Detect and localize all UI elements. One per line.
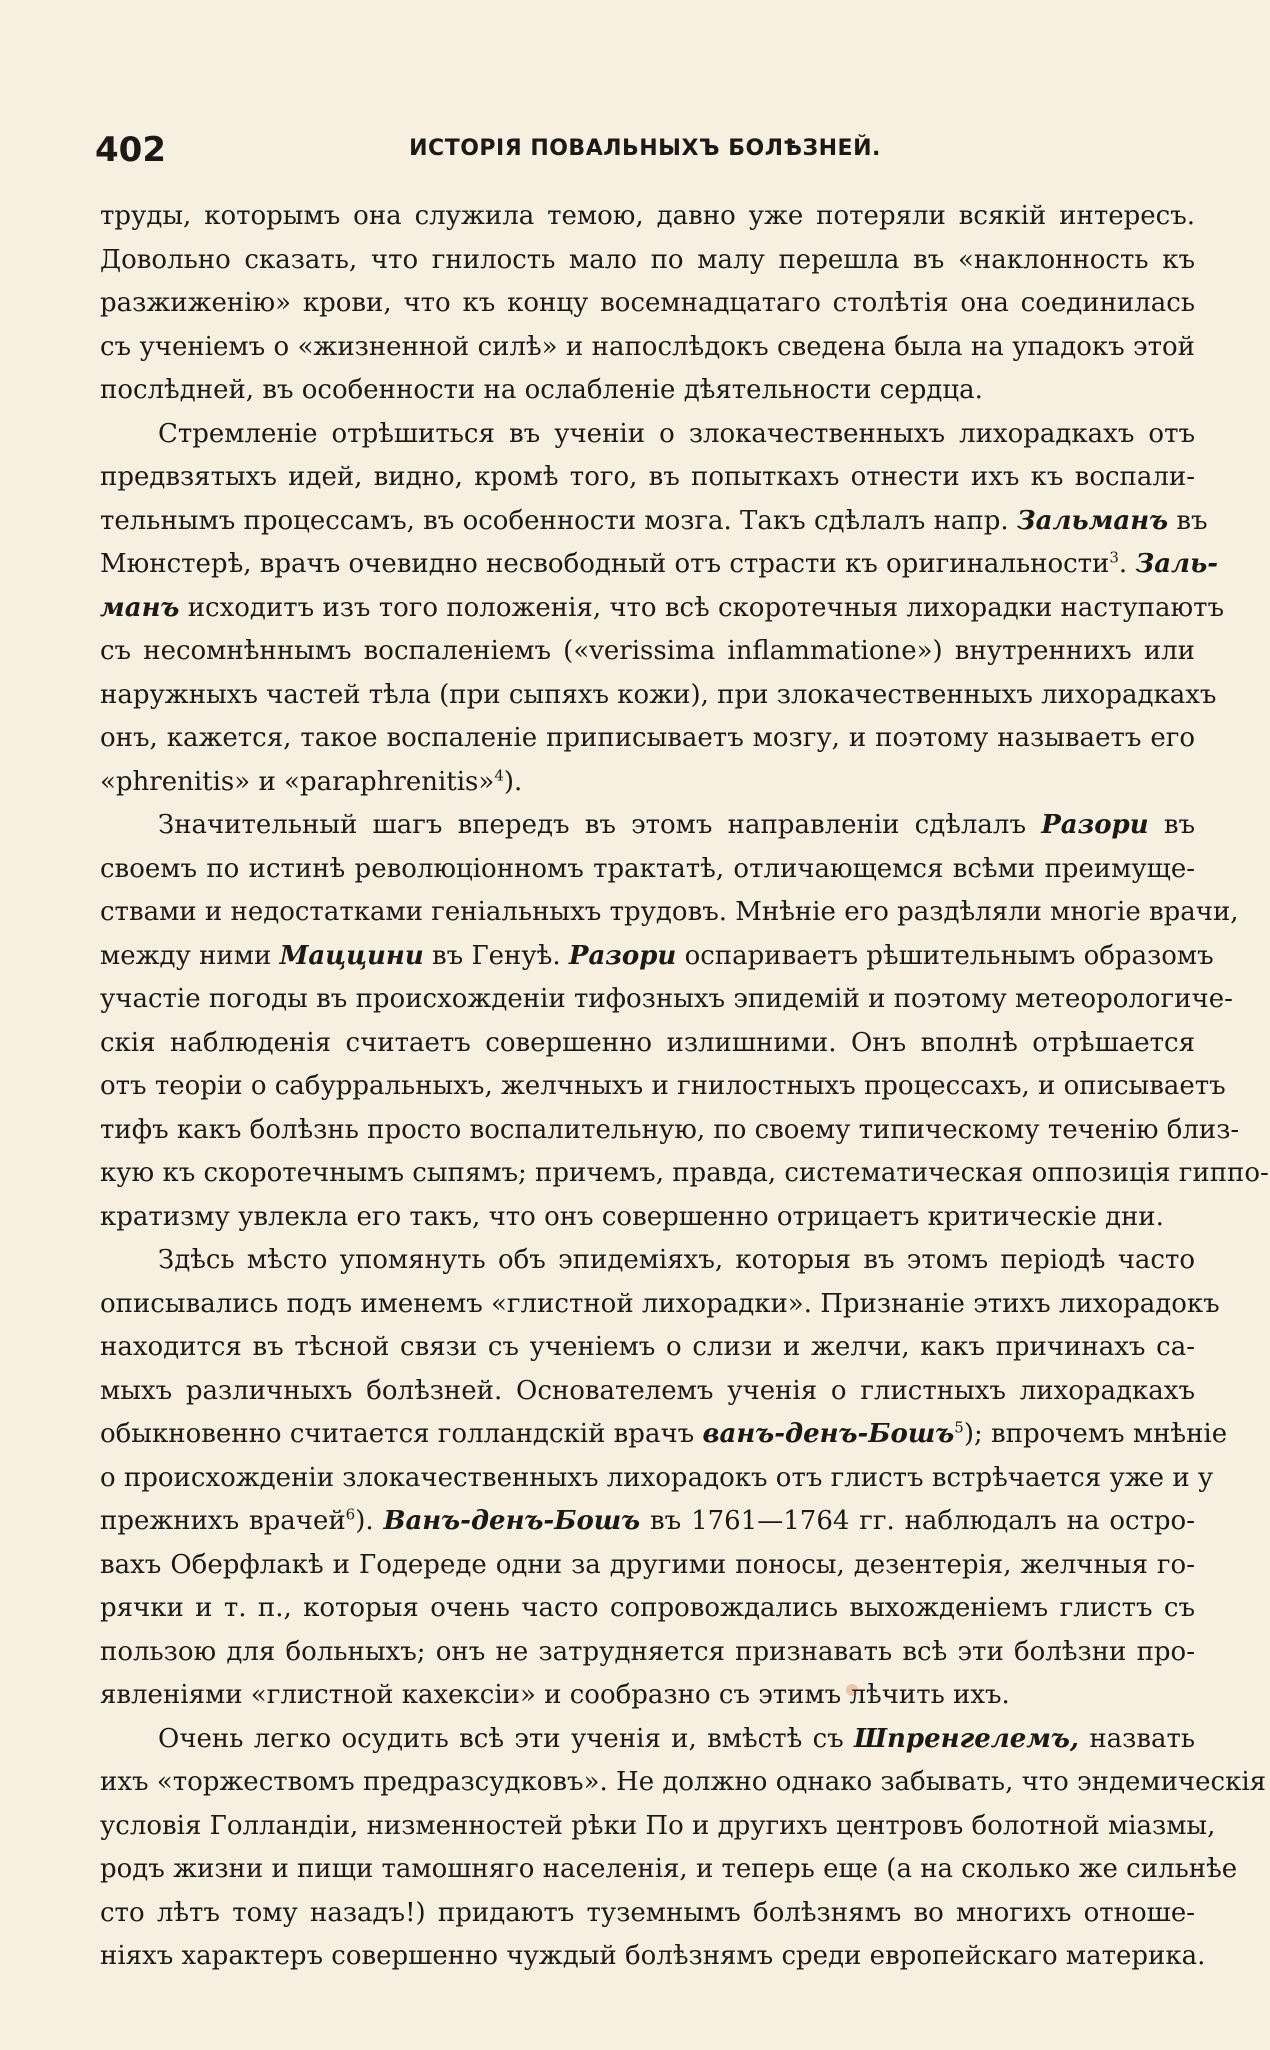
line-text: мыхъ различныхъ болѣзней. Основателемъ ученія о глистныхъ лихорадкахъ: [100, 1375, 1195, 1406]
footnote-ref: 4: [494, 765, 504, 784]
footnote-ref: 5: [954, 1418, 964, 1437]
text-line: [100, 326, 1195, 370]
line-text: прежнихъ врачей: [100, 1506, 346, 1536]
page-number: 402: [95, 130, 166, 170]
line-text: тельнымъ процессамъ, въ особенности мозга. Такъ сдѣлалъ напр.: [100, 505, 1009, 536]
footnote-ref: 3: [1109, 548, 1119, 567]
line-text: родъ жизни и пищи тамошняго населенія, и теперь еще (а на сколько же сильнѣе: [100, 1854, 1238, 1884]
line-text: .: [1118, 549, 1128, 579]
line-text: обыкновенно считается голландскій врачъ: [100, 1419, 695, 1449]
line-text: труды, которымъ она служила темою, давно уже потеряли всякій интересъ.: [100, 201, 1195, 231]
text-line: [100, 369, 1195, 413]
line-text: ).: [355, 1506, 374, 1536]
text-line: [100, 1935, 1206, 1979]
line-text: скія наблюденія считаетъ совершенно излишними. Онъ вполнѣ отрѣшается: [100, 1027, 1195, 1058]
line-text: ).: [503, 766, 523, 797]
line-text: ); впрочемъ мнѣніе: [963, 1419, 1228, 1449]
line-text: сто лѣтъ тому назадъ!) придаютъ туземнымъ болѣзнямъ во многихъ отноше-: [100, 1897, 1195, 1928]
line-text: ствами и недостатками геніальныхъ трудовъ. Мнѣніе его раздѣляли многіе врачи,: [100, 897, 1239, 927]
line-text: отъ теоріи о сабурральныхъ, желчныхъ и гнилостныхъ процессахъ, и описываетъ: [100, 1071, 1226, 1101]
line-text: разжиженію» крови, что къ концу восемнадцатаго столѣтія она соединилась: [100, 288, 1195, 318]
line-text: пользою для больныхъ; онъ не затрудняется признавать всѣ эти болѣзни про-: [100, 1636, 1195, 1667]
line-text: назвать: [1089, 1723, 1196, 1754]
line-text: съ ученіемъ о «жизненной силѣ» и напослѣдокъ сведена была на упадокъ этой: [100, 331, 1195, 362]
text-line: [100, 1544, 1195, 1588]
line-text: тифъ какъ болѣзнь просто воспалительную, по своему типическому теченію близ-: [100, 1114, 1240, 1145]
line-text: онъ, кажется, такое воспаленіе приписываетъ мозгу, и поэтому называетъ его: [100, 723, 1195, 753]
line-text: о происхожденіи злокачественныхъ лихорадокъ отъ глистъ встрѣчается уже и у: [100, 1462, 1214, 1493]
line-text: кую къ скоротечнымъ сыпямъ; причемъ, правда, систематическая оппозиція гиппо-: [100, 1158, 1269, 1188]
text-line: [100, 1587, 1195, 1631]
line-text: послѣдней, въ особенности на ослабленіе дѣятельности сердца.: [100, 375, 983, 405]
text-line: [100, 978, 1233, 1022]
italic-name: Заль-: [1135, 549, 1219, 579]
text-line: [100, 1370, 1195, 1414]
text-line: [100, 500, 1208, 544]
page-header: [95, 130, 1195, 180]
line-text: условія Голландіи, низменностей рѣки По и другихъ центровъ болотной міазмы,: [100, 1810, 1216, 1841]
italic-name: Маццини: [279, 940, 424, 971]
text-line: [100, 1326, 1195, 1370]
text-line: [100, 587, 1225, 631]
text-line: [100, 456, 1195, 500]
text-line: [100, 1283, 1220, 1327]
text-line: [100, 717, 1195, 761]
line-text: въ 1761—1764 гг. наблюдалъ на остро-: [650, 1506, 1195, 1536]
line-text: ихъ «торжествомъ предразсудковъ». Не должно однако забывать, что эндемическія: [100, 1767, 1267, 1797]
text-line: [100, 1761, 1267, 1805]
text-line: [100, 1196, 1195, 1240]
line-text: Здѣсь мѣсто упомянуть объ эпидеміяхъ, которыя въ этомъ періодѣ часто: [158, 1245, 1195, 1275]
text-line: [100, 1848, 1238, 1892]
line-text: Довольно сказать, что гнилость мало по малу перешла въ «наклонность къ: [100, 244, 1195, 275]
text-line: [100, 848, 1195, 892]
italic-name: манъ: [100, 592, 180, 623]
line-text: кратизму увлекла его такъ, что онъ совершенно отрицаетъ критическіе дни.: [100, 1201, 1164, 1232]
line-text: участіе погоды въ происхожденіи тифозныхъ эпидемій и поэтому метеорологиче-: [100, 984, 1233, 1014]
line-text: предвзятыхъ идей, видно, кромѣ того, въ попыткахъ отнести ихъ къ воспали-: [100, 462, 1195, 492]
italic-name: ванъ-денъ-Бошъ: [702, 1419, 955, 1449]
line-text: «phrenitis» и «paraphrenitis»: [100, 766, 495, 797]
text-line: [100, 1631, 1195, 1675]
text-line: [100, 195, 1195, 239]
line-text: между ними: [100, 940, 272, 971]
line-text: въ: [1163, 810, 1196, 840]
italic-name: Разори: [568, 940, 677, 971]
text-line: [100, 1152, 1269, 1196]
line-text: Очень легко осудить всѣ эти ученія и, вмѣстѣ съ: [158, 1723, 844, 1754]
text-line: [100, 1805, 1216, 1849]
line-text: находится въ тѣсной связи съ ученіемъ о слизи и желчи, какъ причинахъ са-: [100, 1332, 1195, 1362]
footnote-ref: 6: [345, 1505, 356, 1524]
text-line: [100, 1065, 1226, 1109]
text-line: [100, 1022, 1195, 1066]
line-text: своемъ по истинѣ революціонномъ трактатѣ, отличающемся всѣми преимуще-: [100, 853, 1195, 884]
italic-name: Шпренгелемъ,: [854, 1723, 1079, 1754]
line-text: въ Генуѣ.: [432, 940, 561, 971]
text-line: [100, 1457, 1214, 1501]
text-line: [100, 1239, 1195, 1283]
line-text: вахъ Оберфлакѣ и Годереде одни за другими поносы, дезентерія, желчныя го-: [100, 1549, 1195, 1580]
text-line: [100, 239, 1195, 283]
running-title: ИСТОРІЯ ПОВАЛЬНЫХЪ БОЛѢЗНЕЙ.: [409, 136, 881, 161]
line-text: наружныхъ частей тѣла (при сыпяхъ кожи), при злокачественныхъ лихорадкахъ: [100, 679, 1217, 710]
line-text: ніяхъ характеръ совершенно чуждый болѣзнямъ среди европейскаго материка.: [100, 1941, 1206, 1971]
text-line: [100, 804, 1195, 848]
body-text: [100, 195, 1269, 1979]
line-text: съ несомнѣннымъ воспаленіемъ («verissima inflammatione») внутреннихъ или: [100, 636, 1195, 666]
text-line: [100, 630, 1195, 674]
text-line: [100, 413, 1195, 457]
line-text: исходитъ изъ того положенія, что всѣ скоротечныя лихорадки наступаютъ: [187, 592, 1225, 623]
line-text: Значительный шагъ впередъ въ этомъ направленіи сдѣлалъ: [158, 810, 1026, 840]
text-line: [100, 282, 1195, 326]
text-line: [100, 891, 1239, 935]
line-text: оспариваетъ рѣшительнымъ образомъ: [684, 940, 1214, 971]
text-line: [100, 1413, 1228, 1457]
line-text: Мюнстерѣ, врачъ очевидно несвободный отъ страсти къ оригинальности: [100, 549, 1110, 579]
italic-name: Разори: [1041, 810, 1149, 840]
line-text: рячки и т. п., которыя очень часто сопровождались выхожденіемъ глистъ съ: [100, 1593, 1195, 1623]
line-text: Стремленіе отрѣшиться въ ученіи о злокачественныхъ лихорадкахъ отъ: [158, 418, 1195, 449]
text-line: [100, 674, 1217, 718]
text-line: [100, 1892, 1195, 1936]
line-text: описывались подъ именемъ «глистной лихорадки». Признаніе этихъ лихорадокъ: [100, 1288, 1220, 1319]
text-line: [100, 935, 1214, 979]
line-text: явленіями «глистной кахексіи» и сообразно съ этимъ лѣчить ихъ.: [100, 1680, 1010, 1710]
text-line: [100, 1500, 1195, 1544]
text-line: [100, 1718, 1195, 1762]
line-text: въ: [1176, 505, 1208, 536]
text-line: [100, 543, 1219, 587]
italic-name: Ванъ-денъ-Бошъ: [383, 1506, 641, 1536]
italic-name: Зальманъ: [1016, 505, 1169, 536]
text-line: [100, 1109, 1240, 1153]
text-line: [100, 1674, 1195, 1718]
text-line: [100, 761, 1195, 805]
